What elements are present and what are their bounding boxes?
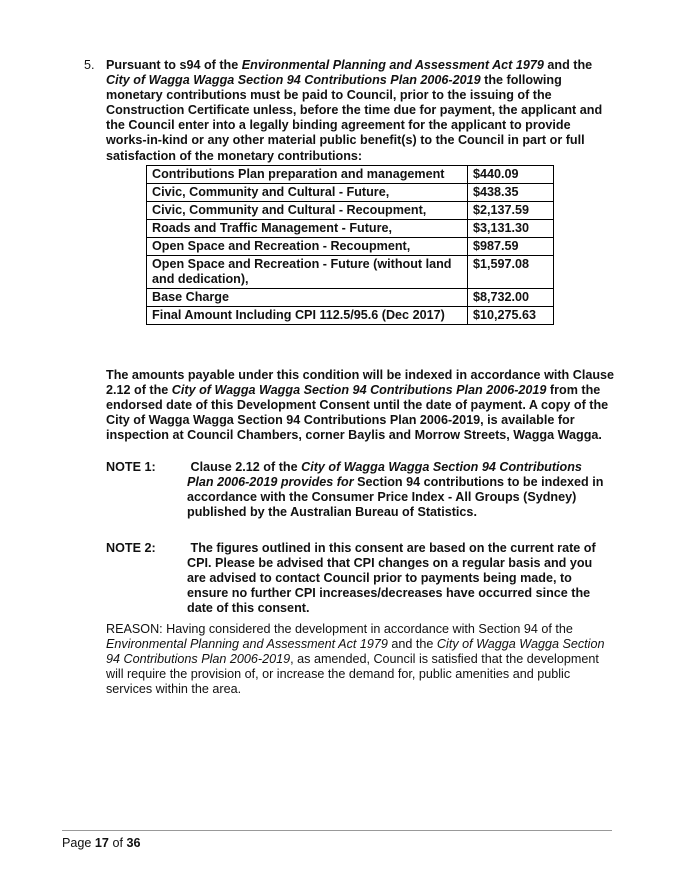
note-text: Clause 2.12 of the City of Wagga Wagga Section 94 Contributions Plan 2006-2019 provides for Section 94 contributions to be indexed in accordance with the Consumer Price Index - All Groups (Sydney) published by the Australian Bureau of Statistics. (187, 460, 604, 520)
table-row (147, 238, 554, 256)
contribution-amount: $10,275.63 (468, 307, 554, 325)
note-1 (106, 460, 606, 520)
table-row (147, 256, 554, 289)
contribution-amount: $8,732.00 (468, 289, 554, 307)
contribution-amount: $3,131.30 (468, 220, 554, 238)
note-label: NOTE 1: (106, 460, 156, 474)
table-row (147, 307, 554, 325)
plan-title: City of Wagga Wagga Section 94 Contributions Plan 2006-2019 (171, 383, 547, 398)
contribution-amount: $1,597.08 (468, 256, 554, 289)
condition-5 (84, 58, 614, 164)
indexation-paragraph: The amounts payable under this condition will be indexed in accordance with Clause 2.12 of the City of Wagga Wagga Section 94 Contributions Plan 2006-2019 from the endorsed date of this Development Consent until the date of payment. A copy of the City of Wagga Wagga Section 94 Contributions Plan 2006-2019, is available for inspection at Council Chambers, corner Baylis and Morrow Streets, Wagga Wagga. (106, 368, 615, 443)
contribution-description: Roads and Traffic Management - Future, (147, 220, 468, 238)
table-row (147, 166, 554, 184)
plan-title: City of Wagga Wagga Section 94 Contributions Plan 2006-2019 (106, 73, 481, 88)
note-2 (106, 541, 606, 616)
footer-divider (62, 830, 612, 831)
condition-number: 5. (84, 58, 95, 72)
note-text: The figures outlined in this consent are based on the current rate of CPI. Please be advised that CPI changes on a regular basis and you are advised to contact Council prior to payments being made, to ensure no further CPI increases/decreases have occurred since the date of this consent. (187, 541, 596, 616)
page-total: 36 (126, 836, 141, 850)
contribution-description: Final Amount Including CPI 112.5/95.6 (Dec 2017) (147, 307, 468, 325)
reason-paragraph: REASON: Having considered the development in accordance with Section 94 of the Environmental Planning and Assessment Act 1979 and the City of Wagga Wagga Section 94 Contributions Plan 2006-2019, as amended, Council is satisfied that the development will require the provision of, or increase the demand for, public amenities and public services within the area. (106, 622, 605, 697)
act-title: Environmental Planning and Assessment Act 1979 (241, 58, 544, 72)
table-row (147, 184, 554, 202)
contribution-description: Open Space and Recreation - Future (without land and dedication), (147, 256, 468, 289)
contribution-amount: $2,137.59 (468, 202, 554, 220)
page-footer: Page 17 of 36 (62, 836, 141, 850)
contribution-amount: $438.35 (468, 184, 554, 202)
contributions-table (146, 165, 554, 325)
condition-text: Pursuant to s94 of the Environmental Planning and Assessment Act 1979 and the City of Wagga Wagga Section 94 Contributions Plan 2006-2019 the following monetary contributions must be paid to Council, prior to the issuing of the Construction Certificate unless, before the time due for payment, the applicant and the Council enter into a legally binding agreement for the applicant to provide works-in-kind or any other material public benefit(s) to the Council in part or full satisfaction of the monetary contributions: (106, 58, 603, 163)
page-number: 17 (94, 836, 109, 850)
plan-title: City of Wagga Wagga Section 94 Contributions Plan 2006-2019 provides for (187, 460, 582, 490)
contribution-description: Open Space and Recreation - Recoupment, (147, 238, 468, 256)
table-row (147, 289, 554, 307)
contribution-description: Civic, Community and Cultural - Recoupment, (147, 202, 468, 220)
contribution-amount: $987.59 (468, 238, 554, 256)
table-row (147, 202, 554, 220)
contribution-description: Contributions Plan preparation and management (147, 166, 468, 184)
contribution-description: Base Charge (147, 289, 468, 307)
act-title: Environmental Planning and Assessment Act 1979 (106, 637, 388, 652)
table-row (147, 220, 554, 238)
contribution-amount: $440.09 (468, 166, 554, 184)
plan-title: City of Wagga Wagga Section 94 Contributions Plan 2006-2019 (106, 637, 605, 667)
contribution-description: Civic, Community and Cultural - Future, (147, 184, 468, 202)
note-label: NOTE 2: (106, 541, 156, 555)
